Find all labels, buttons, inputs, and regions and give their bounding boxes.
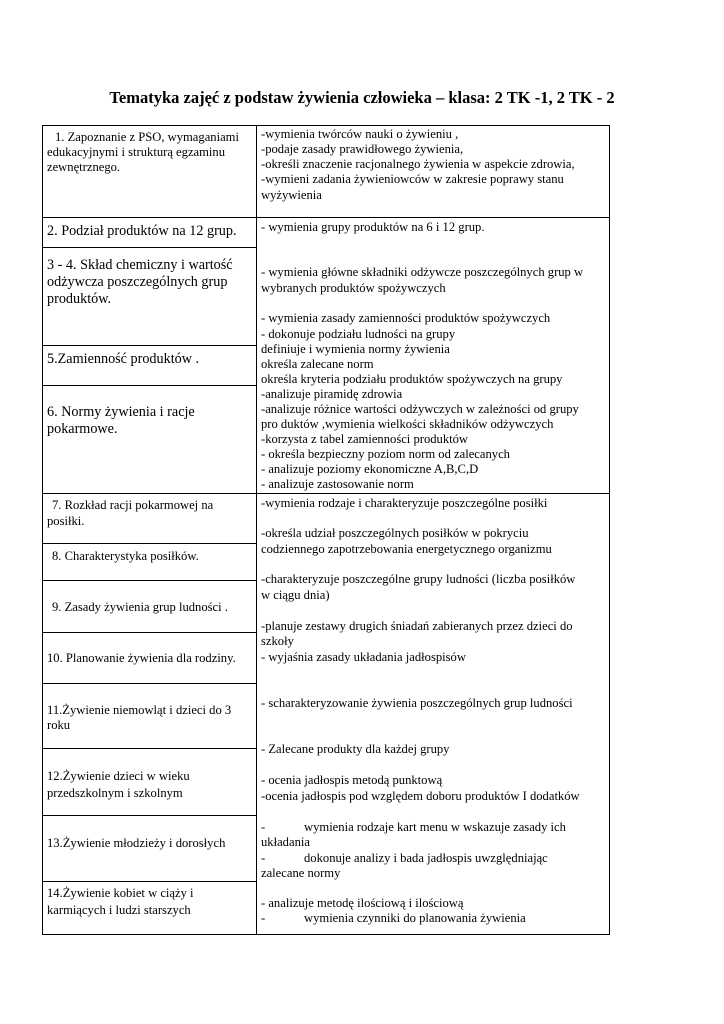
row-divider (42, 217, 610, 218)
topic-line: 8. Charakterystyka posiłków. (52, 549, 199, 563)
topic-line: 11.Żywienie niemowląt i dzieci do 3 (47, 703, 232, 717)
objective-line: określa kryteria podziału produktów spożywczych na grupy (261, 372, 563, 386)
objective-line: -analizuje różnice wartości odżywczych w zależności od grupy (261, 402, 579, 416)
table-border-top (42, 125, 610, 126)
objective-bullet: - (261, 820, 266, 834)
topic-line: 7. Rozkład racji pokarmowej na (52, 498, 214, 512)
topic-line: 12.Żywienie dzieci w wieku (47, 769, 190, 783)
objective-line: - wyjaśnia zasady układania jadłospisów (261, 650, 466, 664)
topic-line: 10. Planowanie żywienia dla rodziny. (47, 651, 236, 665)
topic-line: edukacyjnymi i strukturą egzaminu (47, 145, 226, 159)
topic-line: zewnętrznego. (47, 160, 121, 174)
cell-divider (42, 748, 257, 749)
objective-line: -korzysta z tabel zamienności produktów (261, 432, 469, 446)
objective-line: wymienia rodzaje kart menu w wskazuje zasady ich (304, 820, 566, 834)
objective-line: - analizuje poziomy ekonomiczne A,B,C,D (261, 462, 479, 476)
objective-line: -wymienia rodzaje i charakteryzuje poszczególne posiłki (261, 496, 548, 510)
topic-line: karmiących i ludzi starszych (47, 903, 191, 917)
topic-line: 14.Żywienie kobiet w ciąży i (47, 886, 194, 900)
cell-divider (42, 815, 257, 816)
topic-line: 1. Zapoznanie z PSO, wymaganiami (55, 130, 239, 144)
cell-divider (42, 580, 257, 581)
objective-line: określa zalecane norm (261, 357, 374, 371)
topic-line: odżywcza poszczególnych grup (47, 274, 228, 290)
topic-line: posiłki. (47, 514, 85, 528)
topic-line: 13.Żywienie młodzieży i dorosłych (47, 836, 226, 850)
objective-line: -określi znaczenie racjonalnego żywienia w aspekcie zdrowia, (261, 157, 575, 171)
objective-line: - wymienia zasady zamienności produktów spożywczych (261, 311, 551, 325)
objective-line: wymienia czynniki do planowania żywienia (304, 911, 526, 925)
objective-line: -charakteryzuje poszczególne grupy ludności (liczba posiłków (261, 572, 576, 586)
objective-line: -wymienia twórców nauki o żywieniu , (261, 127, 459, 141)
objective-line: dokonuje analizy i bada jadłospis uwzględniając (304, 851, 548, 865)
topic-line: pokarmowe. (47, 421, 118, 437)
objective-bullet: - (261, 851, 266, 865)
objective-line: -ocenia jadłospis pod względem doboru produktów I dodatków (261, 789, 580, 803)
objective-line: szkoły (261, 634, 294, 648)
topic-line: produktów. (47, 291, 112, 307)
topic-line: 9. Zasady żywienia grup ludności . (52, 600, 228, 614)
cell-divider (42, 345, 257, 346)
objective-line: w ciągu dnia) (261, 588, 330, 602)
objective-line: - wymienia grupy produktów na 6 i 12 grup. (261, 220, 485, 234)
objective-line: - dokonuje podziału ludności na grupy (261, 327, 456, 341)
topic-line: przedszkolnym i szkolnym (47, 786, 183, 800)
topic-line: roku (47, 718, 71, 732)
objective-line: definiuje i wymienia normy żywienia (261, 342, 450, 356)
objective-line: codziennego zapotrzebowania energetycznego organizmu (261, 542, 552, 556)
objective-line: zalecane normy (261, 866, 341, 880)
page-title: Tematyka zajęć z podstaw żywienia człowieka – klasa: 2 TK -1, 2 TK - 2 (109, 88, 615, 107)
topic-line: 2. Podział produktów na 12 grup. (47, 223, 237, 239)
objective-line: -planuje zestawy drugich śniadań zabieranych przez dzieci do (261, 619, 573, 633)
objective-line: -określa udział poszczególnych posiłków w pokryciu (261, 526, 529, 540)
objective-line: - określa bezpieczny poziom norm od zalecanych (261, 447, 510, 461)
objective-line: - Zalecane produkty dla każdej grupy (261, 742, 450, 756)
table-border-right (609, 125, 610, 935)
objective-line: -podaje zasady prawidłowego żywienia, (261, 142, 464, 156)
row-divider (42, 493, 610, 494)
cell-divider (42, 881, 257, 882)
topic-line: 5.Zamienność produktów . (47, 351, 200, 367)
objective-line: - wymienia główne składniki odżywcze poszczególnych grup w (261, 265, 584, 279)
objective-line: pro duktów ,wymienia wielkości składników odżywczych (261, 417, 554, 431)
cell-divider (42, 683, 257, 684)
objective-bullet: - (261, 911, 266, 925)
cell-divider (42, 632, 257, 633)
topic-line: 3 - 4. Skład chemiczny i wartość (47, 257, 233, 273)
objective-line: -analizuje piramidę zdrowia (261, 387, 403, 401)
topic-line: 6. Normy żywienia i racje (47, 404, 195, 420)
cell-divider (42, 247, 257, 248)
cell-divider (42, 385, 257, 386)
cell-divider (42, 543, 257, 544)
objective-line: - analizuje zastosowanie norm (261, 477, 414, 491)
objective-line: -wymieni zadania żywieniowców w zakresie poprawy stanu (261, 172, 564, 186)
objective-line: - analizuje metodę ilościową i ilościową (261, 896, 464, 910)
objective-line: wyżywienia (261, 188, 322, 202)
objective-line: - scharakteryzowanie żywienia poszczególnych grup ludności (261, 696, 573, 710)
objective-line: wybranych produktów spożywczych (261, 281, 446, 295)
objective-line: - ocenia jadłospis metodą punktową (261, 773, 443, 787)
objective-line: układania (261, 835, 310, 849)
table-border-bottom (42, 934, 610, 935)
